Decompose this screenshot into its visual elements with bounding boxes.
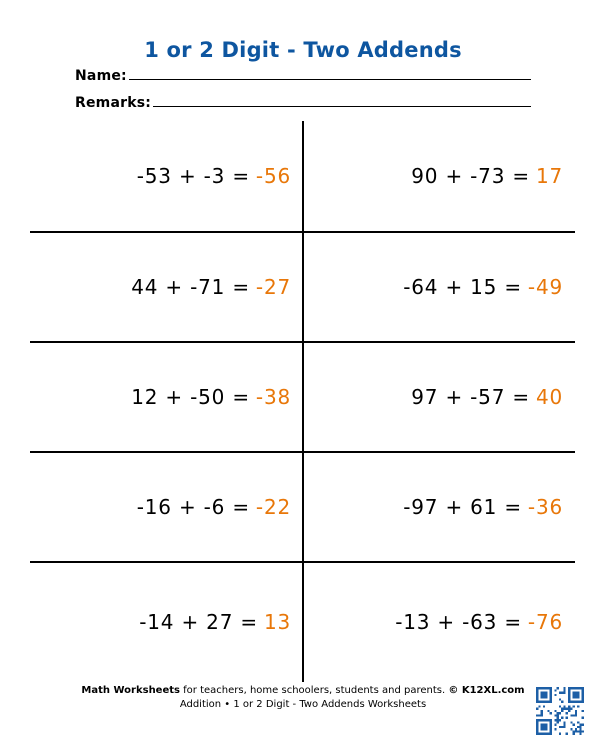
problem-cell — [30, 121, 303, 231]
name-label: Name: — [75, 68, 127, 84]
problem-expression: 44 + -71 = — [131, 275, 250, 299]
problem-answer: -38 — [255, 385, 291, 409]
footer-line1 — [0, 684, 606, 698]
footer-tagline: for teachers, home schoolers, students and parents. — [179, 685, 449, 696]
problem-cell — [30, 343, 303, 451]
problem-answer: -76 — [527, 609, 563, 634]
problem-cell — [303, 453, 575, 561]
problem-cell — [303, 121, 575, 231]
problem-expression: -14 + 27 = — [139, 609, 258, 634]
problem-expression: 90 + -73 = — [411, 164, 530, 188]
problem-answer: -49 — [527, 275, 563, 299]
problem-answer: 13 — [263, 609, 291, 634]
page-title: 1 or 2 Digit - Two Addends — [144, 38, 462, 62]
footer-copyright: © K12XL.com — [448, 685, 525, 696]
remarks-label: Remarks: — [75, 95, 152, 111]
problem-answer: -56 — [255, 164, 291, 188]
name-field-row — [75, 64, 531, 84]
problem-expression: -16 + -6 = — [136, 495, 250, 519]
footer-line2: Addition • 1 or 2 Digit - Two Addends Worksheets — [179, 699, 427, 710]
problem-expression: -64 + 15 = — [403, 275, 522, 299]
footer-brand: Math Worksheets — [81, 685, 180, 696]
problem-answer: 17 — [535, 164, 563, 188]
remarks-field-row — [75, 91, 531, 111]
name-writing-line — [129, 64, 531, 80]
problem-cell — [303, 233, 575, 341]
problem-cell — [303, 563, 575, 680]
problem-expression: 97 + -57 = — [411, 385, 530, 409]
problem-expression: 12 + -50 = — [131, 385, 250, 409]
remarks-writing-line — [153, 91, 531, 107]
footer — [0, 684, 606, 712]
problem-answer: -27 — [255, 275, 291, 299]
problem-expression: -13 + -63 = — [395, 609, 522, 634]
problem-answer: -36 — [527, 495, 563, 519]
problem-cell — [303, 343, 575, 451]
problem-cell — [30, 453, 303, 561]
problem-expression: -97 + 61 = — [403, 495, 522, 519]
problem-expression: -53 + -3 = — [136, 164, 250, 188]
problem-answer: -22 — [255, 495, 291, 519]
problem-cell — [30, 563, 303, 680]
column-divider-line — [302, 121, 304, 682]
qr-code-icon — [536, 687, 584, 735]
problem-cell — [30, 233, 303, 341]
problem-answer: 40 — [535, 385, 563, 409]
